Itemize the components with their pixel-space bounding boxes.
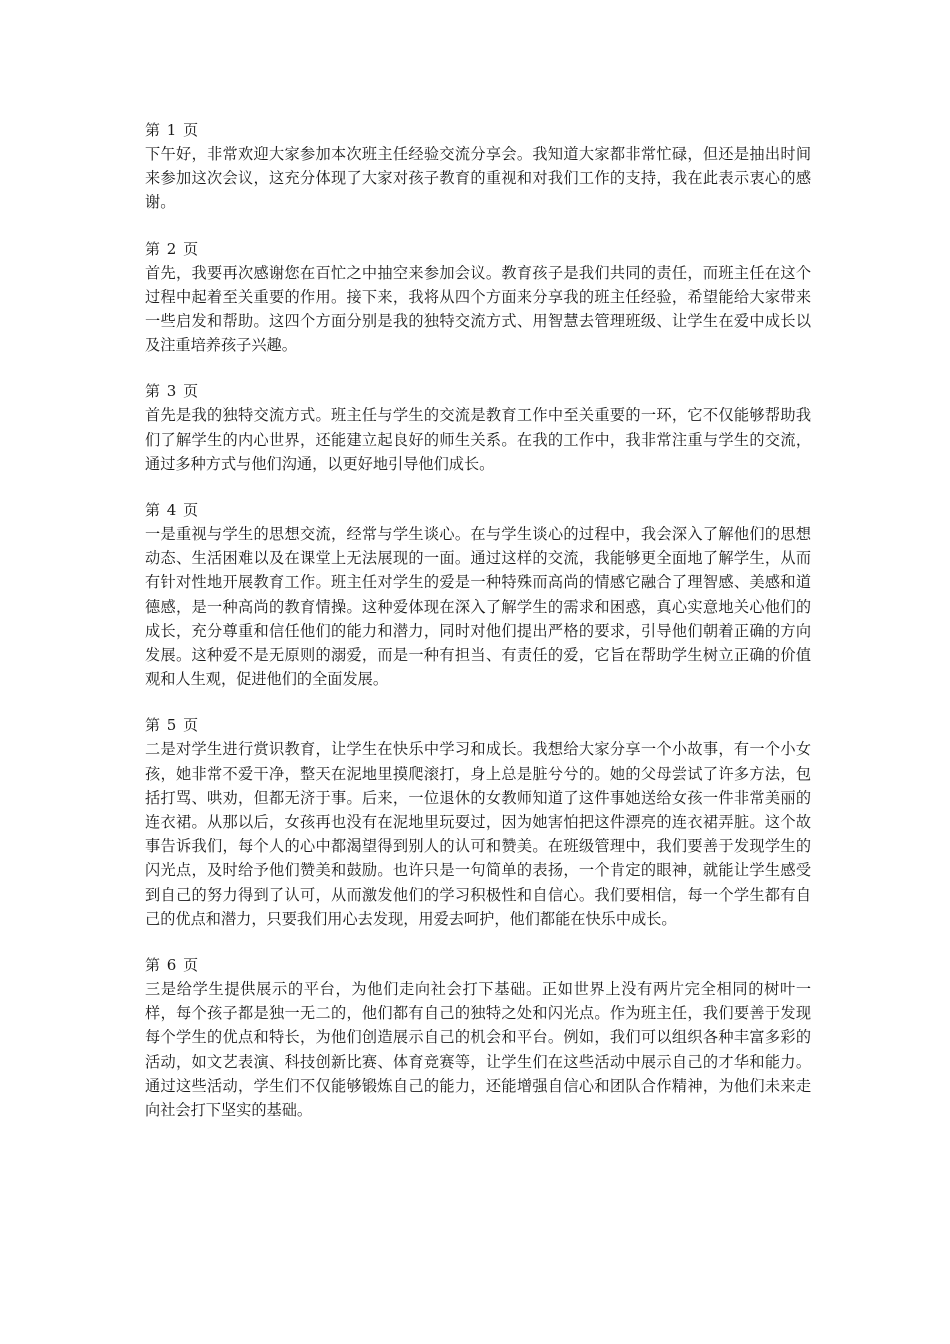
section-label: 第 3 页 bbox=[145, 382, 200, 401]
document-page bbox=[145, 118, 811, 1144]
section-label: 第 6 页 bbox=[145, 956, 200, 975]
section-body: 三是给学生提供展示的平台，为他们走向社会打下基础。正如世界上没有两片完全相同的树叶一样，每个孩子都是独一无二的，他们都有自己的独特之处和闪光点。作为班主任，我们要善于发现每个学生的优点和特长，为他们创造展示自己的机会和平台。例如，我们可以组织各种丰富多彩的活动，如文艺表演、科技创新比赛、体育竞赛等，让学生们在这些活动中展示自己的才华和能力。通过这些活动，学生们不仅能够锻炼自己的能力，还能增强自信心和团队合作精神，为他们未来走向社会打下坚实的基础。 bbox=[145, 980, 811, 1120]
page-section-1 bbox=[145, 118, 811, 215]
page-section-5 bbox=[145, 713, 811, 931]
page-section-2 bbox=[145, 237, 811, 358]
section-body: 首先，我要再次感谢您在百忙之中抽空来参加会议。教育孩子是我们共同的责任，而班主任在这个过程中起着至关重要的作用。接下来，我将从四个方面来分享我的班主任经验，希望能给大家带来一些启发和帮助。这四个方面分别是我的独特交流方式、用智慧去管理班级、让学生在爱中成长以及注重培养孩子兴趣。 bbox=[145, 263, 811, 355]
page-section-4 bbox=[145, 498, 811, 691]
section-label: 第 5 页 bbox=[145, 716, 200, 735]
section-body: 一是重视与学生的思想交流，经常与学生谈心。在与学生谈心的过程中，我会深入了解他们的思想动态、生活困难以及在课堂上无法展现的一面。通过这样的交流，我能够更全面地了解学生，从而有针对性地开展教育工作。班主任对学生的爱是一种特殊而高尚的情感它融合了理智感、美感和道德感，是一种高尚的教育情操。这种爱体现在深入了解学生的需求和困惑，真心实意地关心他们的成长，充分尊重和信任他们的能力和潜力，同时对他们提出严格的要求，引导他们朝着正确的方向发展。这种爱不是无原则的溺爱，而是一种有担当、有责任的爱，它旨在帮助学生树立正确的价值观和人生观，促进他们的全面发展。 bbox=[145, 525, 811, 689]
section-body: 首先是我的独特交流方式。班主任与学生的交流是教育工作中至关重要的一环，它不仅能够帮助我们了解学生的内心世界，还能建立起良好的师生关系。在我的工作中，我非常注重与学生的交流，通过多种方式与他们沟通，以更好地引导他们成长。 bbox=[145, 406, 811, 473]
page-section-3 bbox=[145, 379, 811, 476]
section-body: 二是对学生进行赏识教育，让学生在快乐中学习和成长。我想给大家分享一个小故事，有一个小女孩，她非常不爱干净，整天在泥地里摸爬滚打，身上总是脏兮兮的。她的父母尝试了许多方法，包括打骂、哄劝，但都无济于事。后来，一位退休的女教师知道了这件事她送给女孩一件非常美丽的连衣裙。从那以后，女孩再也没有在泥地里玩耍过，因为她害怕把这件漂亮的连衣裙弄脏。这个故事告诉我们，每个人的心中都渴望得到别人的认可和赞美。在班级管理中，我们要善于发现学生的闪光点，及时给予他们赞美和鼓励。也许只是一句简单的表扬，一个肯定的眼神，就能让学生感受到自己的努力得到了认可，从而激发他们的学习积极性和自信心。我们要相信，每一个学生都有自己的优点和潜力，只要我们用心去发现，用爱去呵护，他们都能在快乐中成长。 bbox=[145, 740, 811, 928]
section-label: 第 2 页 bbox=[145, 239, 200, 258]
section-label: 第 4 页 bbox=[145, 501, 200, 520]
section-body: 下午好，非常欢迎大家参加本次班主任经验交流分享会。我知道大家都非常忙碌，但还是抽出时间来参加这次会议，这充分体现了大家对孩子教育的重视和对我们工作的支持，我在此表示衷心的感谢。 bbox=[145, 145, 811, 212]
page-section-6 bbox=[145, 953, 811, 1122]
section-label: 第 1 页 bbox=[145, 121, 200, 139]
